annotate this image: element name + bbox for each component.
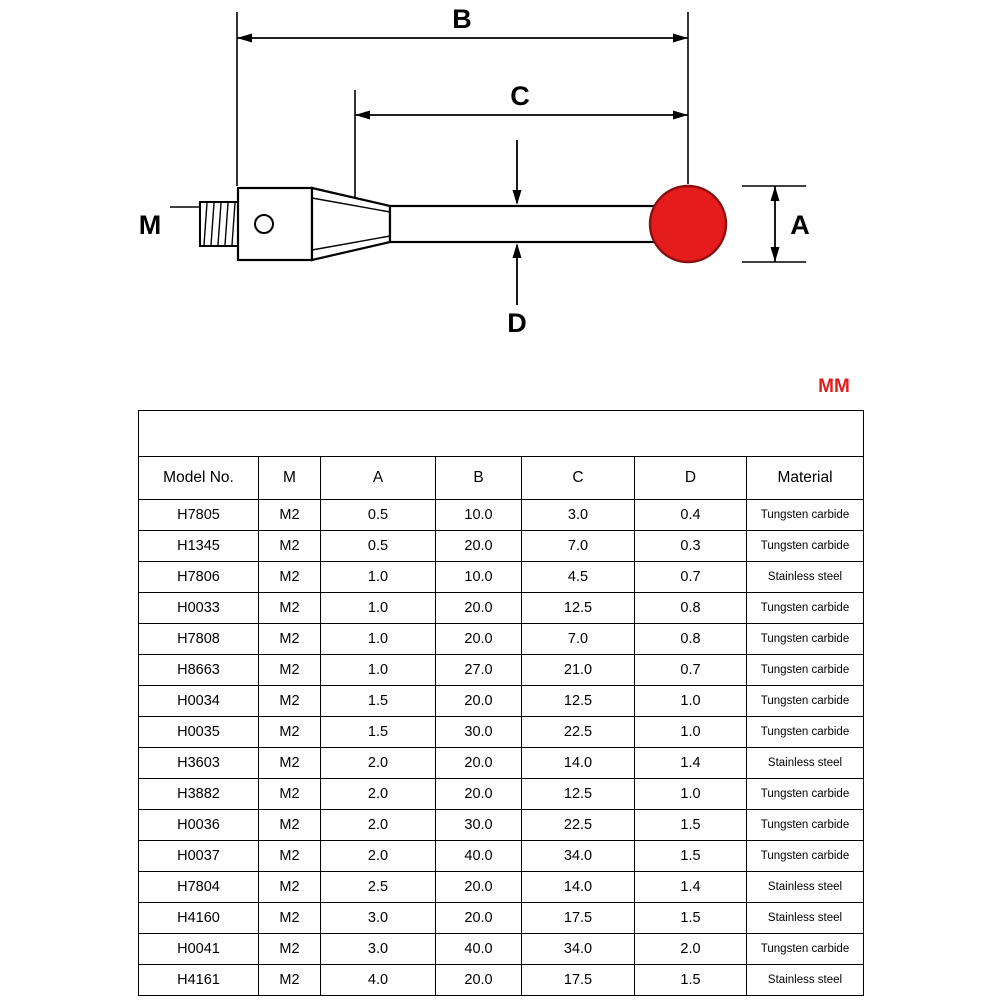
table-cell: 22.5: [522, 717, 635, 748]
table-cell: 27.0: [436, 655, 522, 686]
table-cell: H0034: [139, 686, 259, 717]
table-cell: 20.0: [436, 593, 522, 624]
table-cell: Stainless steel: [747, 562, 864, 593]
header-c: C: [522, 457, 635, 500]
table-row: [139, 655, 864, 686]
stylus-body: [238, 188, 312, 260]
arrow-a-bottom-icon: [771, 247, 780, 262]
table-cell: 22.5: [522, 810, 635, 841]
header-d: D: [635, 457, 747, 500]
arrow-d-down-icon: [513, 190, 522, 205]
table-row: [139, 903, 864, 934]
table-cell: Tungsten carbide: [747, 934, 864, 965]
arrow-d-up-icon: [513, 243, 522, 258]
table-cell: 2.0: [321, 841, 436, 872]
table-cell: Tungsten carbide: [747, 717, 864, 748]
table-cell: H0033: [139, 593, 259, 624]
table-cell: 17.5: [522, 903, 635, 934]
table-cell: 12.5: [522, 779, 635, 810]
table-cell: 17.5: [522, 965, 635, 996]
table-cell: 0.7: [635, 562, 747, 593]
table-cell: 30.0: [436, 810, 522, 841]
table-row: [139, 531, 864, 562]
arrow-b-right-icon: [673, 34, 688, 43]
stylus-dimension-diagram: [0, 0, 1001, 400]
table-cell: Tungsten carbide: [747, 593, 864, 624]
table-cell: H0036: [139, 810, 259, 841]
table-cell: 1.4: [635, 872, 747, 903]
table-cell: 2.5: [321, 872, 436, 903]
table-cell: Stainless steel: [747, 903, 864, 934]
table-cell: H4161: [139, 965, 259, 996]
table-cell: 1.5: [635, 841, 747, 872]
table-cell: 2.0: [321, 810, 436, 841]
table-cell: 0.5: [321, 500, 436, 531]
table-row: [139, 779, 864, 810]
table-cell: M2: [259, 934, 321, 965]
table-cell: M2: [259, 872, 321, 903]
table-cell: Stainless steel: [747, 965, 864, 996]
table-cell: 20.0: [436, 624, 522, 655]
table-cell: 2.0: [321, 779, 436, 810]
table-cell: 1.5: [635, 810, 747, 841]
table-cell: M2: [259, 655, 321, 686]
arrow-c-left-icon: [355, 111, 370, 120]
table-cell: 0.4: [635, 500, 747, 531]
table-cell: 1.5: [635, 965, 747, 996]
table-cell: M2: [259, 810, 321, 841]
table-cell: Stainless steel: [747, 872, 864, 903]
table-cell: 0.8: [635, 593, 747, 624]
table-cell: 3.0: [321, 934, 436, 965]
table-cell: 12.5: [522, 686, 635, 717]
table-cell: M2: [259, 748, 321, 779]
table-cell: 7.0: [522, 531, 635, 562]
table-cell: 10.0: [436, 562, 522, 593]
header-b: B: [436, 457, 522, 500]
table-cell: H3882: [139, 779, 259, 810]
spec-table: [138, 410, 864, 996]
table-cell: 20.0: [436, 531, 522, 562]
table-cell: 3.0: [522, 500, 635, 531]
header-model-no: Model No.: [139, 457, 259, 500]
table-cell: 34.0: [522, 934, 635, 965]
table-cell: 1.0: [635, 686, 747, 717]
dim-label-c: C: [510, 81, 530, 111]
table-cell: 40.0: [436, 934, 522, 965]
stylus-shaft: [390, 206, 655, 242]
table-row: [139, 717, 864, 748]
table-cell: H7806: [139, 562, 259, 593]
table-row: [139, 748, 864, 779]
table-row: [139, 624, 864, 655]
table-cell: Tungsten carbide: [747, 686, 864, 717]
dim-label-b: B: [452, 4, 472, 34]
table-cell: H3603: [139, 748, 259, 779]
table-cell: 3.0: [321, 903, 436, 934]
table-cell: Stainless steel: [747, 748, 864, 779]
table-cell: M2: [259, 593, 321, 624]
table-cell: 20.0: [436, 748, 522, 779]
table-row: [139, 562, 864, 593]
dimension-lines: [237, 38, 775, 305]
arrow-b-left-icon: [237, 34, 252, 43]
table-row: [139, 841, 864, 872]
table-cell: H4160: [139, 903, 259, 934]
stylus-hole: [255, 215, 273, 233]
table-cell: H7804: [139, 872, 259, 903]
table-cell: H0035: [139, 717, 259, 748]
table-cell: 30.0: [436, 717, 522, 748]
table-cell: 7.0: [522, 624, 635, 655]
table-cell: Tungsten carbide: [747, 779, 864, 810]
table-cell: M2: [259, 562, 321, 593]
table-cell: 1.0: [321, 562, 436, 593]
table-cell: 1.5: [321, 686, 436, 717]
dim-label-m: M: [138, 210, 162, 240]
table-top-band: [139, 411, 864, 457]
table-cell: 21.0: [522, 655, 635, 686]
table-cell: M2: [259, 965, 321, 996]
header-material: Material: [747, 457, 864, 500]
table-cell: M2: [259, 903, 321, 934]
table-cell: 14.0: [522, 748, 635, 779]
spec-table-body: [139, 500, 864, 996]
unit-label: MM: [818, 376, 850, 397]
table-cell: 0.7: [635, 655, 747, 686]
arrow-c-right-icon: [673, 111, 688, 120]
table-cell: 0.3: [635, 531, 747, 562]
table-row: [139, 593, 864, 624]
table-cell: Tungsten carbide: [747, 531, 864, 562]
stylus-taper: [312, 188, 390, 260]
table-cell: 0.8: [635, 624, 747, 655]
table-cell: 40.0: [436, 841, 522, 872]
table-cell: M2: [259, 686, 321, 717]
table-cell: Tungsten carbide: [747, 841, 864, 872]
header-a: A: [321, 457, 436, 500]
table-cell: 1.4: [635, 748, 747, 779]
table-cell: 2.0: [321, 748, 436, 779]
table-row: [139, 810, 864, 841]
table-cell: 0.5: [321, 531, 436, 562]
table-cell: 4.5: [522, 562, 635, 593]
table-cell: 4.0: [321, 965, 436, 996]
table-cell: 34.0: [522, 841, 635, 872]
dim-label-d: D: [507, 308, 527, 338]
table-cell: H7808: [139, 624, 259, 655]
table-row: [139, 965, 864, 996]
table-cell: 20.0: [436, 872, 522, 903]
table-cell: 1.0: [321, 593, 436, 624]
table-row: [139, 686, 864, 717]
table-row: [139, 500, 864, 531]
table-cell: 20.0: [436, 686, 522, 717]
table-cell: 1.5: [635, 903, 747, 934]
table-cell: Tungsten carbide: [747, 810, 864, 841]
table-cell: H7805: [139, 500, 259, 531]
table-header-row: [139, 457, 864, 500]
stylus-drawing: [200, 186, 726, 262]
table-cell: H1345: [139, 531, 259, 562]
table-cell: M2: [259, 779, 321, 810]
dim-label-a: A: [790, 210, 810, 240]
table-cell: 12.5: [522, 593, 635, 624]
table-cell: M2: [259, 624, 321, 655]
table-cell: 1.0: [321, 655, 436, 686]
table-cell: 10.0: [436, 500, 522, 531]
table-cell: 20.0: [436, 903, 522, 934]
table-cell: M2: [259, 531, 321, 562]
table-cell: H8663: [139, 655, 259, 686]
ruby-ball: [650, 186, 726, 262]
table-cell: Tungsten carbide: [747, 624, 864, 655]
arrow-a-top-icon: [771, 186, 780, 201]
table-cell: M2: [259, 841, 321, 872]
table-top-band-cell: [139, 411, 864, 457]
table-cell: 1.0: [321, 624, 436, 655]
table-row: [139, 934, 864, 965]
table-cell: Tungsten carbide: [747, 655, 864, 686]
table-row: [139, 872, 864, 903]
table-cell: Tungsten carbide: [747, 500, 864, 531]
table-cell: 20.0: [436, 779, 522, 810]
table-cell: 20.0: [436, 965, 522, 996]
table-cell: 14.0: [522, 872, 635, 903]
table-cell: M2: [259, 500, 321, 531]
header-m: M: [259, 457, 321, 500]
table-cell: H0041: [139, 934, 259, 965]
table-cell: H0037: [139, 841, 259, 872]
table-cell: 2.0: [635, 934, 747, 965]
table-cell: 1.0: [635, 779, 747, 810]
table-cell: 1.0: [635, 717, 747, 748]
table-cell: 1.5: [321, 717, 436, 748]
table-cell: M2: [259, 717, 321, 748]
